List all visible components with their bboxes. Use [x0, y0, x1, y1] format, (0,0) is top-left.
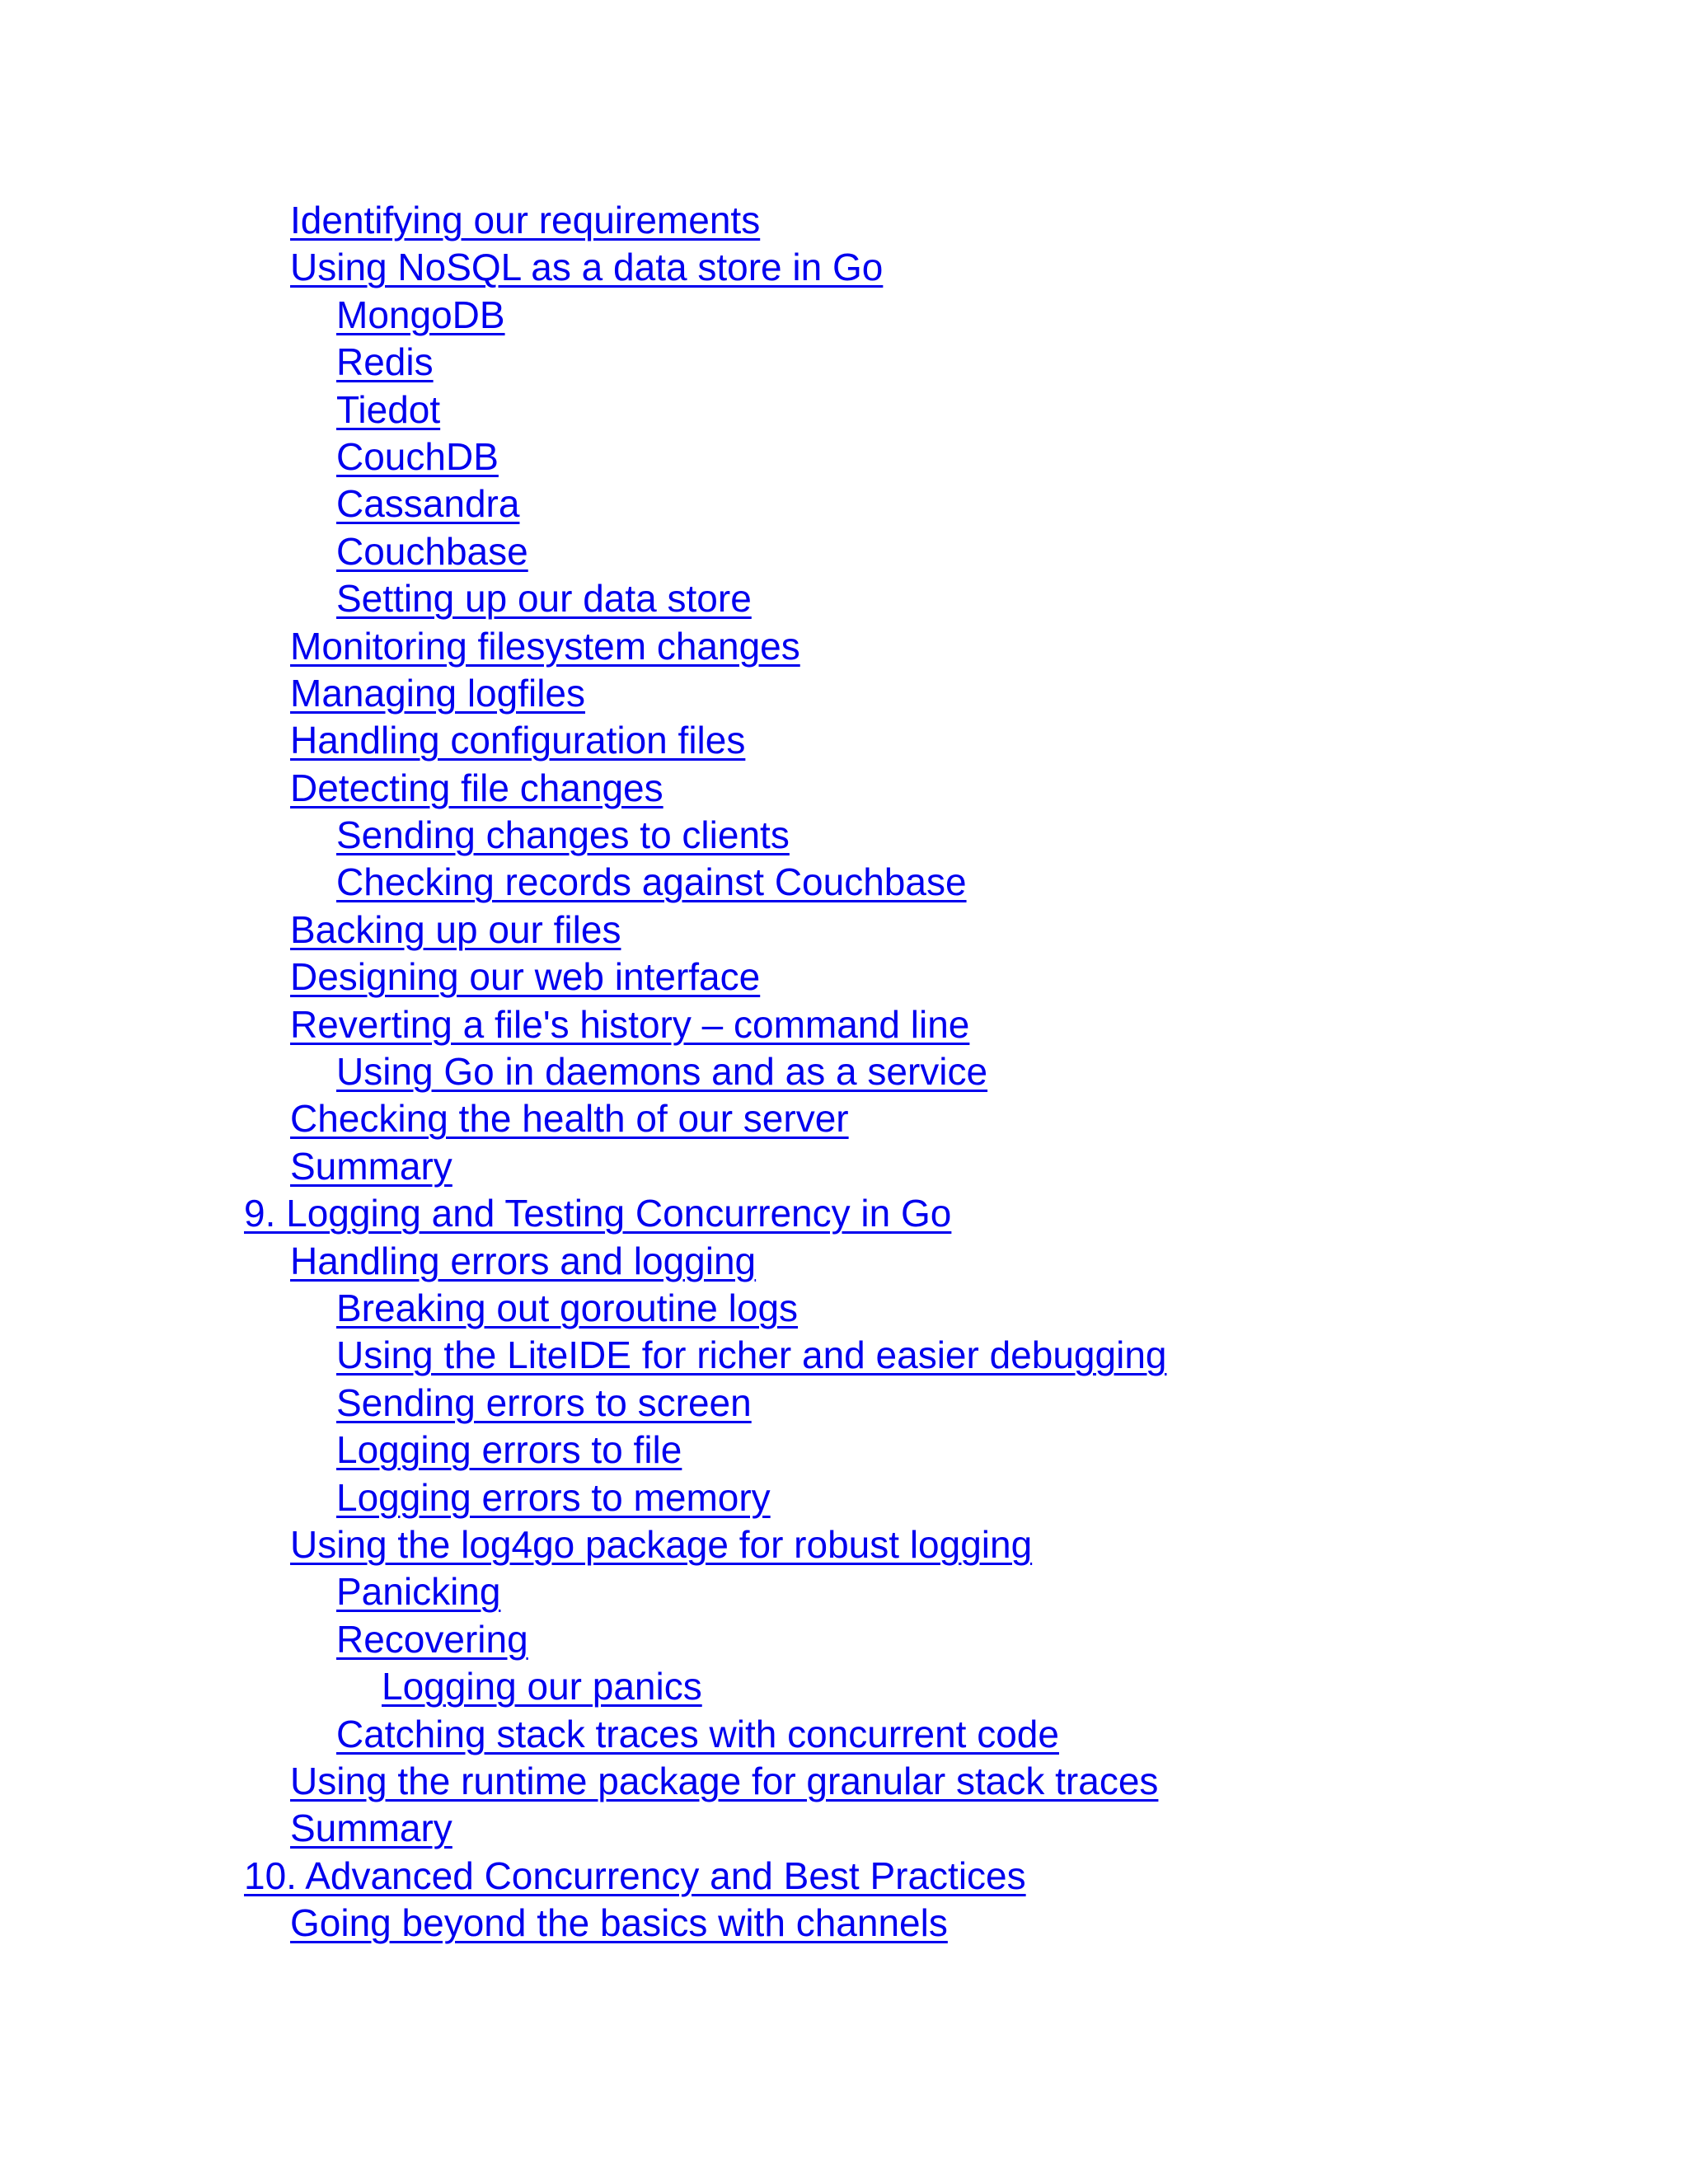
toc-entry [0, 859, 1688, 906]
toc-link[interactable]: Catching stack traces with concurrent code [336, 1712, 1059, 1755]
toc-link[interactable]: Using the log4go package for robust logging [290, 1522, 1033, 1566]
toc-entry [0, 954, 1688, 1001]
toc-link[interactable]: Using the runtime package for granular stack traces [290, 1759, 1159, 1802]
toc-entry [0, 765, 1688, 812]
toc-entry [0, 1663, 1688, 1710]
toc-link[interactable]: Going beyond the basics with channels [290, 1901, 948, 1945]
toc-entry [0, 528, 1688, 575]
toc-link[interactable]: Sending errors to screen [336, 1380, 752, 1424]
toc-entry [0, 1238, 1688, 1285]
toc-entry [0, 1711, 1688, 1758]
toc-link[interactable]: Logging our panics [382, 1665, 702, 1708]
toc-entry [0, 1332, 1688, 1379]
toc-entry [0, 670, 1688, 717]
toc-link[interactable]: Using Go in daemons and as a service [336, 1050, 988, 1094]
table-of-contents [0, 197, 1688, 1947]
toc-link[interactable]: Handling configuration files [290, 719, 746, 762]
toc-link[interactable]: 9. Logging and Testing Concurrency in Go [244, 1192, 952, 1235]
toc-entry [0, 1190, 1688, 1237]
toc-entry [0, 1380, 1688, 1427]
toc-link[interactable]: Monitoring filesystem changes [290, 624, 800, 668]
toc-link[interactable]: CouchDB [336, 434, 499, 478]
toc-entry [0, 339, 1688, 386]
toc-entry [0, 244, 1688, 291]
toc-link[interactable]: MongoDB [336, 293, 505, 336]
toc-link[interactable]: Cassandra [336, 482, 520, 526]
toc-entry [0, 1853, 1688, 1900]
toc-entry [0, 812, 1688, 859]
toc-link[interactable]: Checking records against Couchbase [336, 860, 967, 904]
toc-entry [0, 623, 1688, 670]
toc-link[interactable]: Summary [290, 1144, 452, 1188]
toc-entry [0, 1095, 1688, 1142]
toc-link[interactable]: Tiedot [336, 387, 441, 431]
toc-entry [0, 292, 1688, 339]
toc-entry [0, 907, 1688, 954]
toc-entry [0, 197, 1688, 244]
toc-entry [0, 1805, 1688, 1852]
toc-entry [0, 1521, 1688, 1568]
toc-link[interactable]: Handling errors and logging [290, 1239, 757, 1282]
toc-link[interactable]: Couchbase [336, 529, 528, 573]
toc-link[interactable]: Backing up our files [290, 907, 621, 951]
toc-entry [0, 1427, 1688, 1474]
toc-entry [0, 717, 1688, 764]
toc-entry [0, 1900, 1688, 1947]
toc-entry [0, 1001, 1688, 1048]
toc-link[interactable]: Managing logfiles [290, 671, 586, 715]
toc-entry [0, 1048, 1688, 1095]
toc-link[interactable]: Redis [336, 340, 434, 384]
toc-entry [0, 1143, 1688, 1190]
toc-link[interactable]: Logging errors to file [336, 1428, 682, 1472]
toc-entry [0, 575, 1688, 622]
toc-entry [0, 1568, 1688, 1615]
toc-link[interactable]: Panicking [336, 1570, 501, 1614]
toc-link[interactable]: Setting up our data store [336, 577, 752, 621]
toc-link[interactable]: Reverting a file's history – command line [290, 1002, 970, 1046]
toc-entry [0, 480, 1688, 527]
toc-entry [0, 1616, 1688, 1663]
toc-link[interactable]: Checking the health of our server [290, 1097, 849, 1141]
toc-link[interactable]: Summary [290, 1807, 452, 1850]
toc-link[interactable]: Detecting file changes [290, 766, 663, 809]
toc-entry [0, 434, 1688, 480]
toc-link[interactable]: Designing our web interface [290, 955, 761, 999]
toc-entry [0, 1285, 1688, 1332]
toc-link[interactable]: Recovering [336, 1617, 528, 1661]
toc-link[interactable]: Using the LiteIDE for richer and easier debugging [336, 1333, 1167, 1377]
toc-link[interactable]: Using NoSQL as a data store in Go [290, 246, 884, 289]
toc-link[interactable]: Breaking out goroutine logs [336, 1286, 799, 1329]
toc-link[interactable]: Logging errors to memory [336, 1475, 771, 1519]
toc-entry [0, 1474, 1688, 1521]
toc-link[interactable]: Sending changes to clients [336, 813, 790, 857]
toc-entry [0, 1758, 1688, 1805]
toc-link[interactable]: 10. Advanced Concurrency and Best Practices [244, 1854, 1026, 1897]
toc-entry [0, 387, 1688, 434]
toc-link[interactable]: Identifying our requirements [290, 199, 761, 241]
